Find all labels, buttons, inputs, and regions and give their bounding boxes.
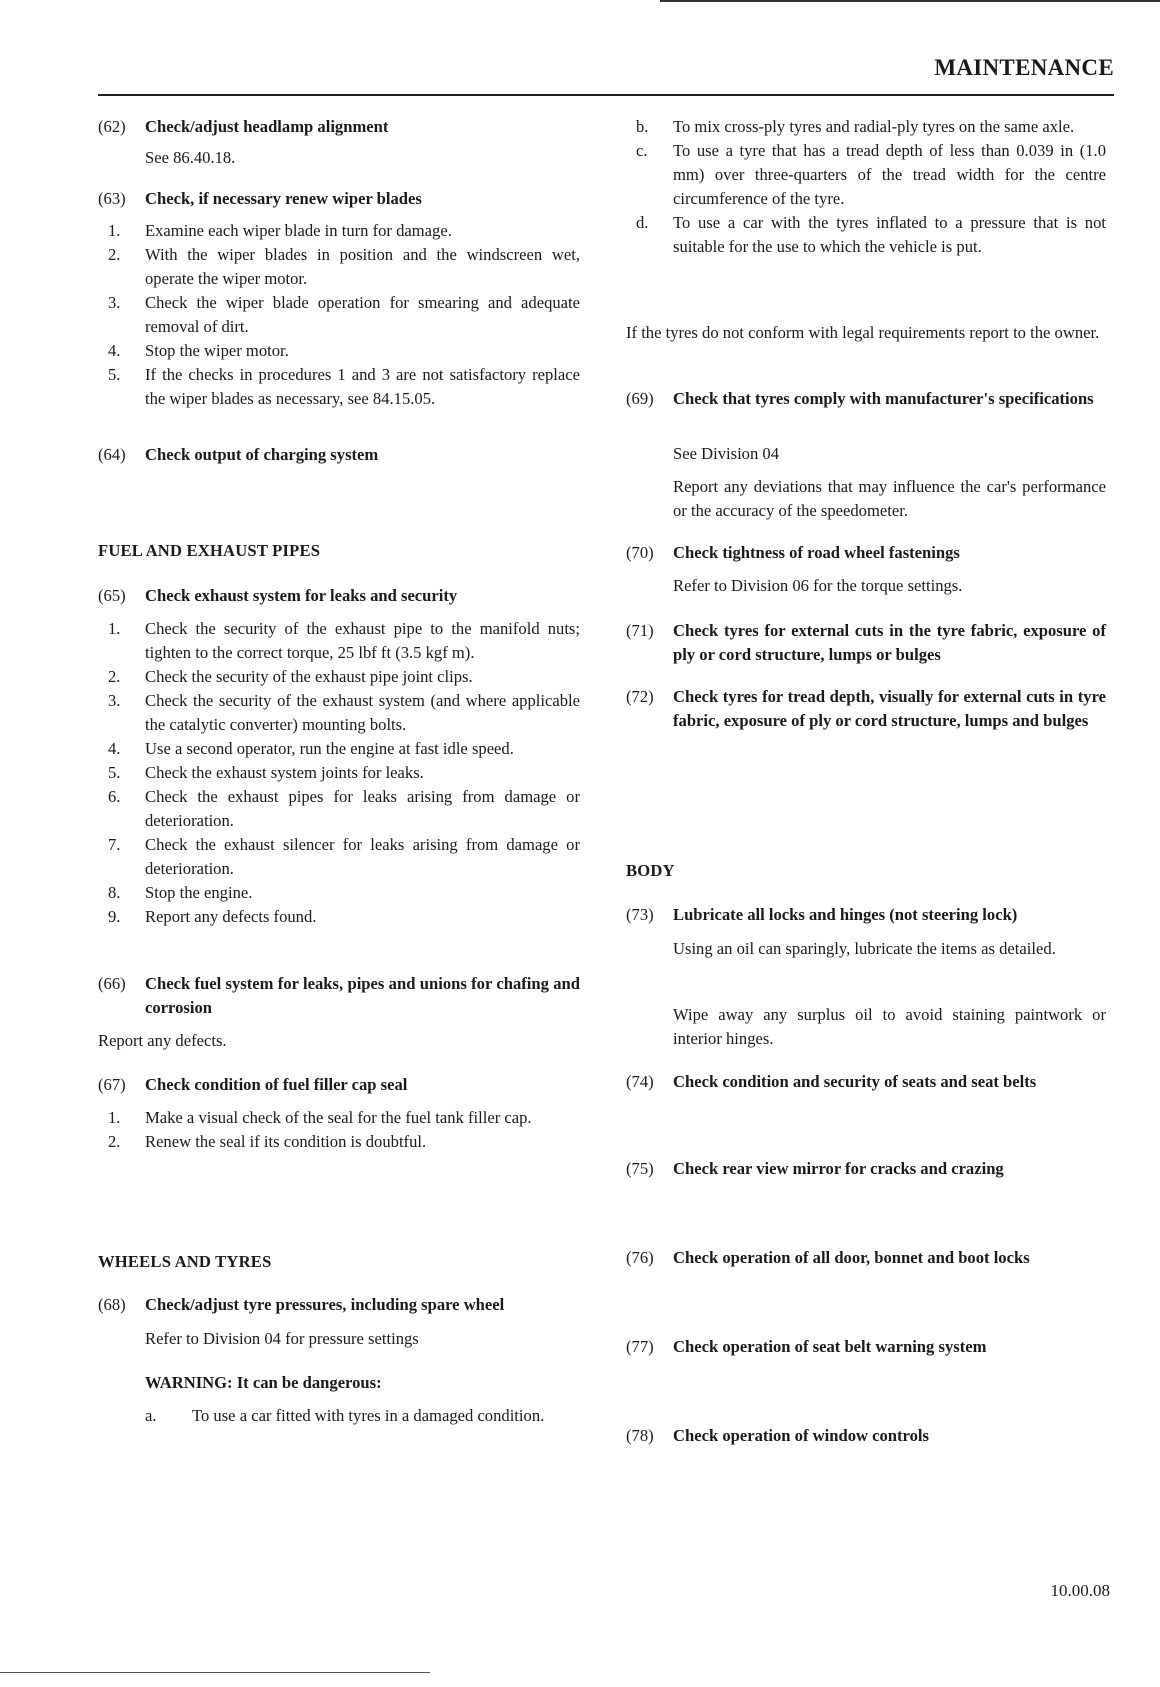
section-63 (98, 187, 580, 211)
section-title: Check/adjust tyre pressures, including spare wheel (145, 1295, 505, 1314)
section-title: Check condition and security of seats and seat belts (673, 1072, 1037, 1091)
section-70-ref: Refer to Division 06 for the torque settings. (673, 576, 963, 595)
list-item: 2. With the wiper blades in position and the windscreen wet, operate the wiper motor. (108, 245, 580, 288)
section-number: (77) (626, 1337, 654, 1356)
body-heading: BODY (626, 861, 675, 880)
list-item: 5. If the checks in procedures 1 and 3 are not satisfactory replace the wiper blades as necessary, see 84.15.05. (108, 365, 580, 408)
section-title: Check exhaust system for leaks and security (145, 586, 458, 605)
section-69 (626, 387, 1106, 411)
section-number: (63) (98, 189, 126, 208)
section-number: (73) (626, 905, 654, 924)
list-item: 8. Stop the engine. (108, 883, 253, 902)
section-69-note: Report any deviations that may influence the car's performance or the accuracy of the speedometer. (673, 477, 1106, 520)
warning-label: WARNING: It can be dangerous: (145, 1373, 382, 1392)
section-title: Check fuel system for leaks, pipes and unions for chafing and corrosion (145, 974, 580, 1017)
section-title: Check rear view mirror for cracks and crazing (673, 1159, 1004, 1178)
section-67-steps (98, 1106, 580, 1154)
wheels-tyres-heading: WHEELS AND TYRES (98, 1252, 272, 1271)
list-item: 6. Check the exhaust pipes for leaks arising from damage or deterioration. (108, 787, 580, 830)
list-item: b. To mix cross-ply tyres and radial-ply tyres on the same axle. (636, 117, 1075, 136)
section-number: (68) (98, 1295, 126, 1314)
section-67 (98, 1073, 580, 1097)
section-62 (98, 115, 580, 139)
legal-requirements-note: If the tyres do not conform with legal requirements report to the owner. (626, 323, 1100, 342)
list-item: 1. Check the security of the exhaust pipe to the manifold nuts; tighten to the correct torque, 25 lbf ft (3.5 kgf m). (108, 619, 580, 662)
section-73-instruction: Using an oil can sparingly, lubricate the items as detailed. (673, 939, 1056, 958)
section-72 (626, 685, 1106, 733)
section-title: Check/adjust headlamp alignment (145, 117, 389, 136)
list-item: 5. Check the exhaust system joints for leaks. (108, 763, 424, 782)
section-number: (70) (626, 543, 654, 562)
section-title: Check tyres for external cuts in the tyre fabric, exposure of ply or cord structure, lumps or bulges (673, 621, 1106, 664)
list-item: 7. Check the exhaust silencer for leaks arising from damage or deterioration. (108, 835, 580, 878)
section-title: Check operation of all door, bonnet and boot locks (673, 1248, 1030, 1267)
bottom-rule (0, 1672, 430, 1673)
section-number: (64) (98, 445, 126, 464)
section-title: Check, if necessary renew wiper blades (145, 189, 422, 208)
section-title: Check operation of window controls (673, 1426, 929, 1445)
section-63-steps (98, 219, 580, 411)
section-number: (71) (626, 621, 654, 640)
section-title: Lubricate all locks and hinges (not steering lock) (673, 905, 1018, 924)
fuel-exhaust-heading: FUEL AND EXHAUST PIPES (98, 541, 321, 560)
section-73 (626, 903, 1106, 927)
section-70 (626, 541, 1106, 565)
section-number: (62) (98, 117, 126, 136)
section-title: Check output of charging system (145, 445, 379, 464)
section-65 (98, 584, 580, 608)
section-number: (76) (626, 1248, 654, 1267)
section-title: Check tightness of road wheel fastenings (673, 543, 960, 562)
section-71 (626, 619, 1106, 667)
list-item: 3. Check the security of the exhaust system (and where applicable the catalytic converter) mounting bolts. (108, 691, 580, 734)
section-number: (74) (626, 1072, 654, 1091)
list-item: 2. Check the security of the exhaust pipe joint clips. (108, 667, 473, 686)
list-item: 1. Examine each wiper blade in turn for damage. (108, 221, 452, 240)
section-number: (75) (626, 1159, 654, 1178)
list-item: c. To use a tyre that has a tread depth of less than 0.039 in (1.0 mm) over three-quarters of the tread width for the centre circumference of the tyre. (636, 141, 1106, 208)
section-title: Check that tyres comply with manufacturer's specifications (673, 389, 1094, 408)
list-item: d. To use a car with the tyres inflated to a pressure that is not suitable for the use to which the vehicle is put. (636, 213, 1106, 256)
section-69-ref: See Division 04 (673, 444, 780, 463)
section-62-ref: See 86.40.18. (145, 148, 236, 167)
section-title: Check operation of seat belt warning system (673, 1337, 987, 1356)
section-title: Check condition of fuel filler cap seal (145, 1075, 408, 1094)
list-item: 2. Renew the seal if its condition is doubtful. (108, 1132, 427, 1151)
section-76 (626, 1246, 1106, 1270)
section-number: (66) (98, 974, 126, 993)
list-item: 4. Stop the wiper motor. (108, 341, 289, 360)
section-number: (65) (98, 586, 126, 605)
section-number: (72) (626, 687, 654, 706)
section-75 (626, 1157, 1106, 1181)
list-item: 4. Use a second operator, run the engine at fast idle speed. (108, 739, 514, 758)
section-77 (626, 1335, 1106, 1359)
section-66-note: Report any defects. (98, 1031, 227, 1050)
section-78 (626, 1424, 1106, 1448)
warning-item-a: a. To use a car fitted with tyres in a damaged condition. (145, 1406, 545, 1425)
list-item: 1. Make a visual check of the seal for the fuel tank filler cap. (108, 1108, 532, 1127)
warning-items-continued (626, 115, 1106, 259)
section-66 (98, 972, 580, 1020)
section-68-ref: Refer to Division 04 for pressure settings (145, 1329, 419, 1348)
section-65-steps (98, 617, 580, 929)
section-number: (67) (98, 1075, 126, 1094)
section-73-note: Wipe away any surplus oil to avoid staining paintwork or interior hinges. (673, 1005, 1106, 1048)
section-64 (98, 443, 580, 467)
header-rule (98, 94, 1114, 96)
list-item: 3. Check the wiper blade operation for smearing and adequate removal of dirt. (108, 293, 580, 336)
page-header-title: MAINTENANCE (934, 55, 1114, 80)
section-number: (78) (626, 1426, 654, 1445)
section-74 (626, 1070, 1106, 1094)
section-68 (98, 1293, 580, 1317)
list-item: 9. Report any defects found. (108, 907, 317, 926)
page-number: 10.00.08 (1050, 1581, 1110, 1600)
top-rule (660, 0, 1160, 2)
section-title: Check tyres for tread depth, visually for external cuts in tyre fabric, exposure of ply or cord structure, lumps and bulges (673, 687, 1106, 730)
section-number: (69) (626, 389, 654, 408)
